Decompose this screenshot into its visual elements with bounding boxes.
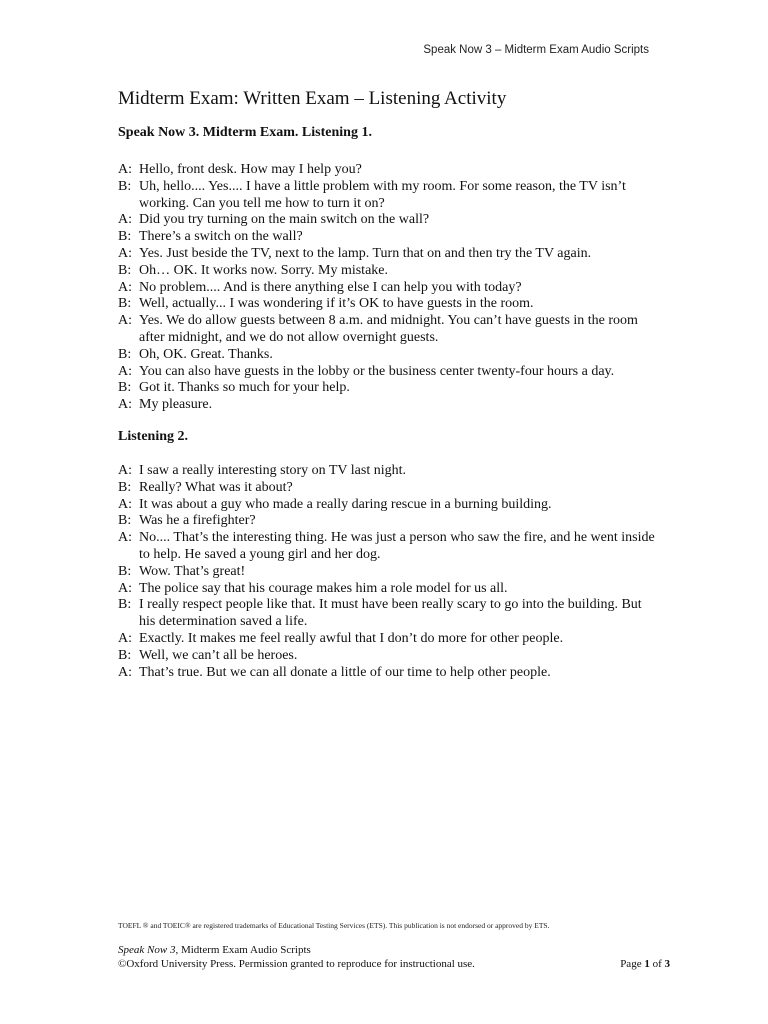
dialogue-line [118, 280, 658, 297]
dialogue-line [118, 497, 658, 514]
trademark-note: TOEFL ® and TOEIC® are registered trademarks of Educational Testing Services (ETS). This publication is not endorsed or approved by ETS. [118, 921, 550, 930]
page-title: Midterm Exam: Written Exam – Listening Activity [118, 88, 507, 109]
dialogue-line [118, 347, 658, 364]
utterance-text: Oh… OK. It works now. Sorry. My mistake. [139, 262, 388, 278]
utterance-text: Well, we can’t all be heroes. [139, 647, 298, 663]
speaker-label: B: [118, 479, 132, 495]
speaker-label: B: [118, 513, 132, 529]
utterance-text: Got it. Thanks so much for your help. [139, 380, 350, 396]
dialogue-line [118, 246, 658, 263]
dialogue-line [118, 212, 658, 229]
footer-book-name: Speak Now 3 [118, 944, 176, 956]
utterance-text: My pleasure. [139, 397, 213, 413]
speaker-label: B: [118, 647, 132, 663]
utterance-text: I saw a really interesting story on TV last night. [139, 463, 406, 478]
utterance-text: Well, actually... I was wondering if it’s OK to have guests in the room. [139, 296, 534, 312]
dialogue-line [118, 631, 658, 648]
speaker-label: A: [118, 664, 132, 680]
speaker-label: A: [118, 463, 132, 478]
footer-book-title [118, 944, 311, 956]
dialogue-listening-1 [118, 162, 658, 414]
page-current: 1 [644, 958, 650, 970]
page-of: of [652, 958, 662, 970]
utterance-text: Exactly. It makes me feel really awful that I don’t do more for other people. [139, 630, 564, 646]
dialogue-line [118, 397, 658, 414]
dialogue-line [118, 564, 658, 581]
dialogue-listening-2 [118, 463, 658, 681]
speaker-label: A: [118, 530, 132, 546]
speaker-label: B: [118, 563, 132, 579]
speaker-label: A: [118, 363, 132, 379]
speaker-label: A: [118, 212, 132, 228]
dialogue-line [118, 513, 658, 530]
utterance-text: Hello, front desk. How may I help you? [139, 162, 362, 177]
utterance-text: I really respect people like that. It must have been really scary to go into the building. But his determination saved a life. [139, 597, 642, 630]
utterance-text: Uh, hello.... Yes.... I have a little problem with my room. For some reason, the TV isn’t working. Can you tell me how to turn it on? [139, 178, 626, 211]
speaker-label: A: [118, 397, 132, 413]
page-number [620, 958, 670, 970]
dialogue-line [118, 380, 658, 397]
utterance-text: Really? What was it about? [139, 479, 293, 495]
dialogue-line [118, 263, 658, 280]
speaker-label: B: [118, 597, 132, 613]
dialogue-line [118, 179, 658, 213]
speaker-label: B: [118, 178, 132, 194]
footer-copyright: ©Oxford University Press. Permission granted to reproduce for instructional use. [118, 958, 475, 970]
speaker-label: A: [118, 313, 132, 329]
speaker-label: B: [118, 229, 132, 245]
speaker-label: B: [118, 380, 132, 396]
utterance-text: Wow. That’s great! [139, 563, 246, 579]
speaker-label: A: [118, 245, 132, 261]
speaker-label: A: [118, 162, 132, 177]
utterance-text: No problem.... And is there anything else I can help you with today? [139, 279, 522, 295]
utterance-text: Was he a firefighter? [139, 513, 256, 529]
dialogue-line [118, 665, 658, 682]
footer-book-suffix: , Midterm Exam Audio Scripts [175, 944, 311, 956]
utterance-text: It was about a guy who made a really daring rescue in a burning building. [139, 496, 552, 512]
utterance-text: Yes. We do allow guests between 8 a.m. and midnight. You can’t have guests in the room after midnight, and we do not allow overnight guests. [139, 313, 638, 345]
page-label: Page [620, 958, 642, 970]
running-header: Speak Now 3 – Midterm Exam Audio Scripts [423, 44, 649, 56]
dialogue-line [118, 581, 658, 598]
utterance-text: No.... That’s the interesting thing. He was just a person who saw the fire, and he went inside to help. He saved a young girl and her dog. [139, 530, 655, 562]
dialogue-line [118, 463, 658, 480]
speaker-label: A: [118, 496, 132, 512]
section-heading-listening-2: Listening 2. [118, 429, 189, 444]
dialogue-line [118, 648, 658, 665]
dialogue-line [118, 229, 658, 246]
page-total: 3 [664, 958, 670, 970]
dialogue-line [118, 162, 658, 179]
utterance-text: The police say that his courage makes him a role model for us all. [139, 580, 508, 596]
dialogue-line [118, 364, 658, 381]
speaker-label: B: [118, 296, 132, 312]
speaker-label: A: [118, 630, 132, 646]
dialogue-line [118, 480, 658, 497]
speaker-label: A: [118, 580, 132, 596]
utterance-text: That’s true. But we can all donate a little of our time to help other people. [139, 664, 551, 680]
speaker-label: B: [118, 262, 132, 278]
speaker-label: B: [118, 346, 132, 362]
utterance-text: You can also have guests in the lobby or the business center twenty-four hours a day. [139, 363, 615, 379]
speaker-label: A: [118, 279, 132, 295]
utterance-text: Yes. Just beside the TV, next to the lamp. Turn that on and then try the TV again. [139, 245, 592, 261]
utterance-text: Oh, OK. Great. Thanks. [139, 346, 273, 362]
dialogue-line [118, 530, 658, 564]
dialogue-line [118, 597, 658, 631]
dialogue-line [118, 313, 658, 347]
utterance-text: Did you try turning on the main switch on the wall? [139, 212, 430, 228]
section-heading-listening-1: Speak Now 3. Midterm Exam. Listening 1. [118, 125, 372, 140]
utterance-text: There’s a switch on the wall? [139, 229, 303, 245]
dialogue-line [118, 296, 658, 313]
